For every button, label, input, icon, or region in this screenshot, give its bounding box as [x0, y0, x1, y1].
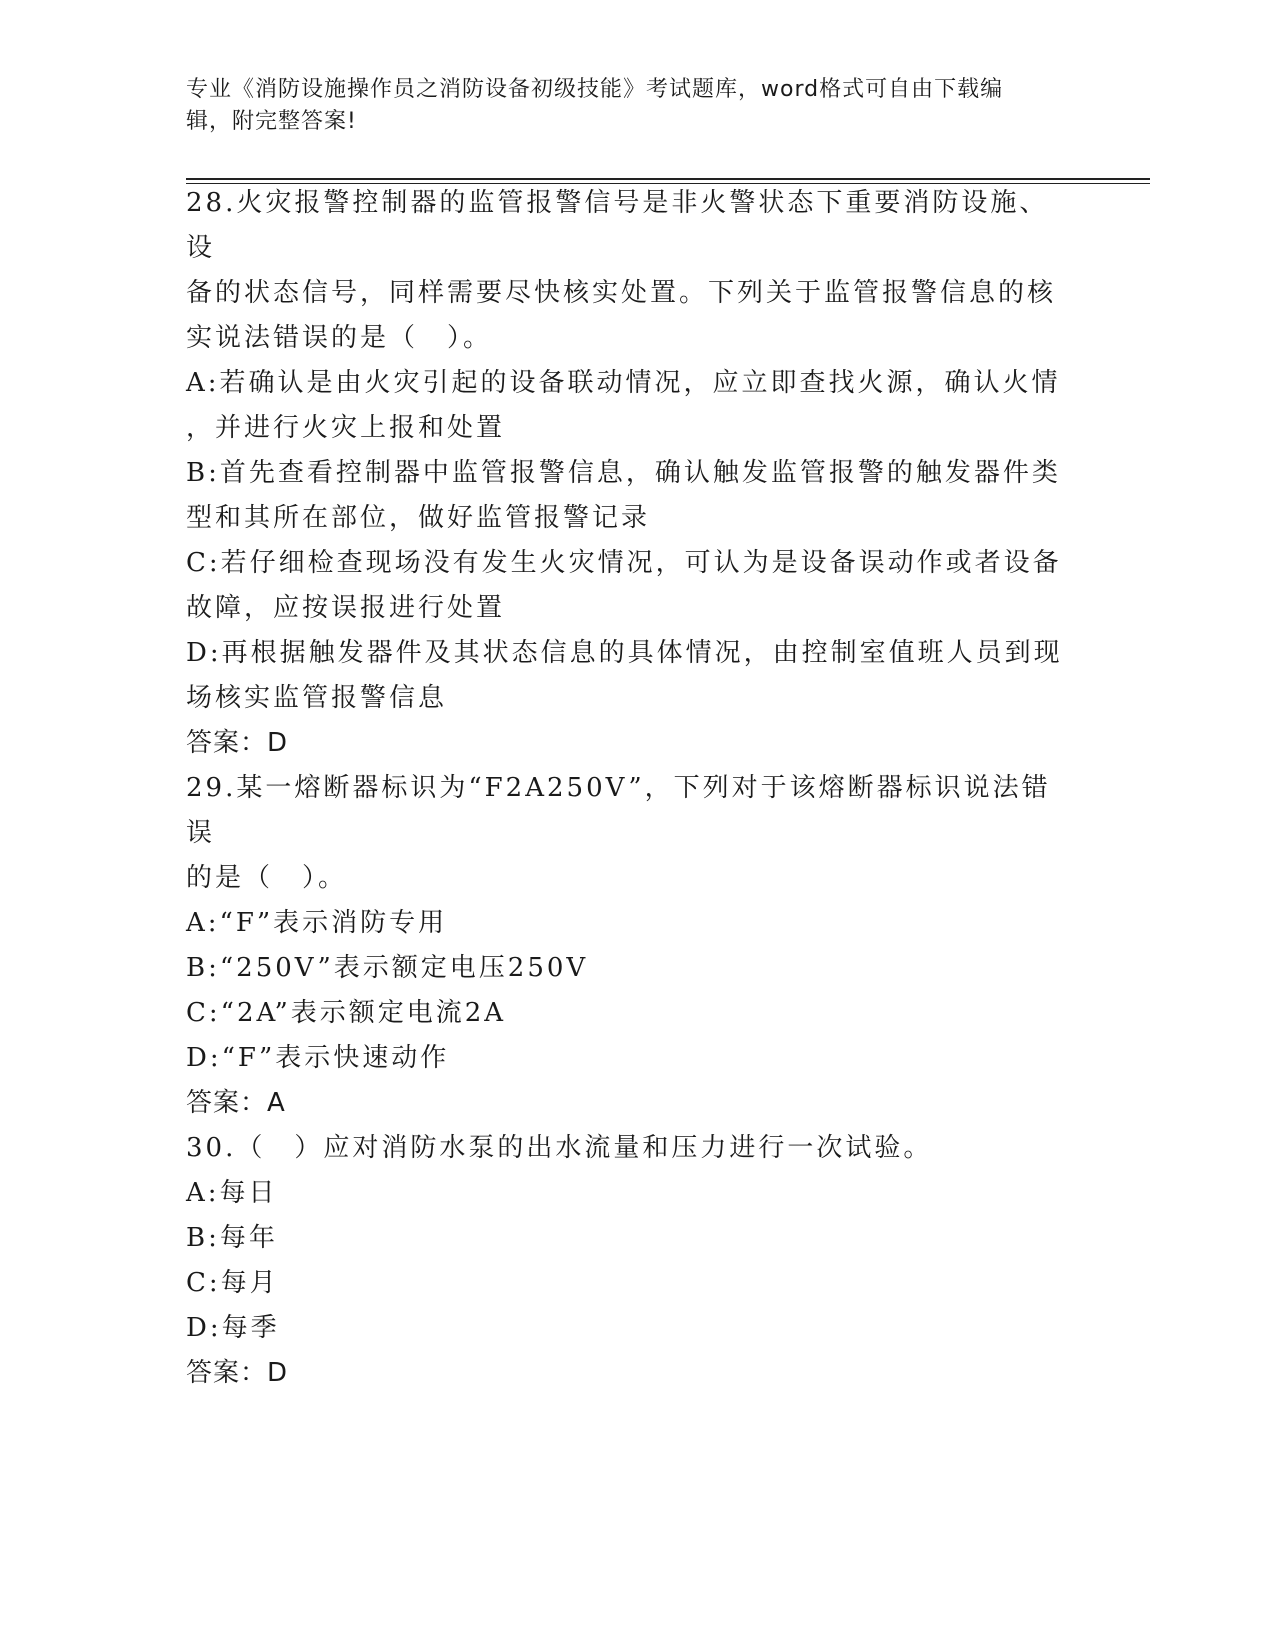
option-c: C:“2A”表示额定电流2A: [186, 998, 507, 1028]
option-d-cont: 场核实监管报警信息: [186, 683, 448, 713]
header-rule: [186, 178, 1150, 180]
option-c-cont: 故障，应按误报进行处置: [186, 593, 506, 623]
option-a-cont: ，并进行火灾上报和处置: [186, 413, 506, 443]
option-a: A:每日: [186, 1178, 278, 1208]
answer: 答案：A: [186, 1088, 286, 1118]
question-29: [186, 766, 1066, 1126]
header-line: 辑，附完整答案!: [186, 109, 357, 134]
option-d: D:“F”表示快速动作: [186, 1043, 450, 1073]
question-28: [186, 181, 1066, 766]
option-b: B:首先查看控制器中监管报警信息，确认触发监管报警的触发器件类: [186, 458, 1061, 488]
option-c: C:每月: [186, 1268, 279, 1298]
question-stem-line: 28.火灾报警控制器的监管报警信号是非火警状态下重要消防设施、设: [186, 188, 1049, 263]
option-b-cont: 型和其所在部位，做好监管报警记录: [186, 503, 651, 533]
option-b: B:每年: [186, 1223, 278, 1253]
answer: 答案：D: [186, 1358, 289, 1388]
question-stem-line: 30.（ ）应对消防水泵的出水流量和压力进行一次试验。: [186, 1133, 933, 1163]
question-stem-line: 实说法错误的是（ ）。: [186, 323, 493, 353]
question-stem-line: 的是（ ）。: [186, 863, 348, 893]
header-line: 专业《消防设施操作员之消防设备初级技能》考试题库，word格式可自由下载编: [186, 77, 1004, 102]
question-stem-line: 备的状态信号，同样需要尽快核实处置。下列关于监管报警信息的核: [186, 278, 1057, 308]
document-header: [186, 74, 1066, 138]
question-30: [186, 1126, 1066, 1396]
option-b: B:“250V”表示额定电压250V: [186, 953, 589, 983]
option-d: D:每季: [186, 1313, 280, 1343]
answer: 答案：D: [186, 728, 289, 758]
option-a: A:若确认是由火灾引起的设备联动情况，应立即查找火源，确认火情: [186, 368, 1061, 398]
option-c: C:若仔细检查现场没有发生火灾情况，可认为是设备误动作或者设备: [186, 548, 1062, 578]
option-a: A:“F”表示消防专用: [186, 908, 448, 938]
question-stem-line: 29.某一熔断器标识为“F2A250V”，下列对于该熔断器标识说法错误: [186, 773, 1051, 848]
option-d: D:再根据触发器件及其状态信息的具体情况，由控制室值班人员到现: [186, 638, 1063, 668]
